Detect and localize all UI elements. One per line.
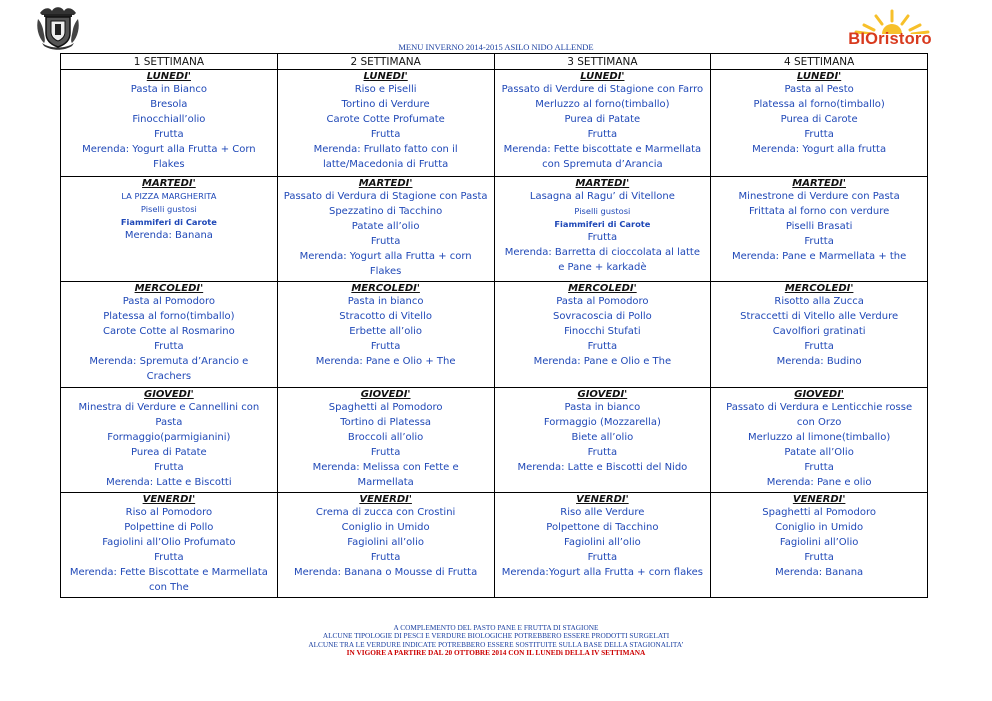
menu-cell [277, 388, 494, 493]
menu-item: Frutta [587, 340, 618, 352]
menu-item: Polpettine di Pollo [124, 521, 214, 533]
menu-item: Merenda: Banana [124, 230, 213, 241]
menu-item: Carote Cotte al Rosmarino [102, 325, 235, 337]
menu-item: Risotto alla Zucca [774, 296, 864, 307]
menu-item: Pasta al Pomodoro [556, 296, 649, 307]
menu-item: Frutta [587, 446, 618, 458]
menu-item: Frittata al forno con verdure [748, 205, 890, 217]
menu-item: Sovracoscia di Pollo [552, 310, 652, 322]
menu-item: Bresola [150, 98, 188, 110]
validity-notice: IN VIGORE A PARTIRE DAL 20 OTTOBRE 2014 CON IL LUNEDì DELLA IV SETTIMANA [346, 648, 646, 658]
week-header-row [61, 54, 928, 70]
menu-item: Merenda: Fette biscottate e Marmellata [503, 143, 702, 155]
menu-item: Pasta al Pomodoro [122, 296, 216, 307]
day-heading: VENERDI' [576, 494, 629, 505]
menu-item: Piselli gustosi [140, 204, 197, 214]
menu-item: e Pane + karkadè [558, 261, 647, 273]
menu-item: Piselli Brasati [785, 220, 853, 232]
menu-item: Finocchi Stufati [564, 325, 641, 337]
menu-item: Pasta in Bianco [130, 84, 207, 95]
menu-item: Frutta [587, 551, 618, 563]
menu-item: Frutta [804, 128, 834, 140]
menu-item: Merenda: Banana o Mousse di Frutta [294, 566, 478, 578]
menu-item: Fiammiferi di Carote [120, 217, 217, 227]
logo-wordmark: BIOristoro [848, 30, 932, 48]
day-row [61, 388, 928, 493]
menu-item: Platessa al forno(timballo) [103, 310, 235, 322]
menu-item: Marmellata [357, 476, 414, 488]
menu-item: Riso alle Verdure [560, 507, 645, 518]
menu-item: Frutta [154, 340, 184, 352]
menu-item: Frutta [804, 461, 834, 473]
menu-cell [494, 493, 711, 598]
day-heading: GIOVEDI' [577, 389, 628, 400]
week-header: 2 SETTIMANA [277, 54, 494, 70]
menu-item: Spezzatino di Tacchino [328, 205, 443, 217]
menu-item: Merenda: Yogurt alla frutta [752, 143, 887, 155]
day-heading: MARTEDI' [142, 178, 196, 189]
week-header: 3 SETTIMANA [494, 54, 711, 70]
menu-cell [711, 282, 928, 388]
menu-item: Pasta in bianco [347, 296, 424, 307]
menu-item: Tortino di Platessa [340, 416, 432, 428]
menu-item: Merenda: Frullato fatto con il [313, 143, 458, 155]
menu-cell [711, 177, 928, 282]
menu-item: LA PIZZA MARGHERITA [121, 191, 217, 201]
menu-item: Platessa al forno(timballo) [753, 98, 885, 110]
menu-item: con Orzo [796, 416, 842, 428]
menu-cell [711, 70, 928, 177]
menu-item: Merluzzo al forno(timballo) [535, 98, 670, 110]
menu-item: Frutta [154, 128, 184, 140]
menu-item: Patate all’Olio [784, 446, 854, 458]
menu-item: Merenda: Fette Biscottate e Marmellata [69, 566, 268, 578]
menu-cell [494, 388, 711, 493]
menu-item: Frutta [804, 340, 834, 352]
menu-cell [61, 388, 278, 493]
menu-item: Merenda: Pane e Olio e The [533, 355, 672, 367]
menu-item: Crema di zucca con Crostini [315, 507, 456, 518]
menu-item: Piselli gustosi [574, 205, 631, 216]
menu-item: Frutta [370, 128, 401, 140]
menu-cell [494, 70, 711, 177]
day-row [61, 70, 928, 177]
menu-cell [711, 493, 928, 598]
menu-cell [61, 177, 278, 282]
menu-item: Formaggio(parmigianini) [107, 431, 231, 443]
menu-item: Frutta [370, 551, 401, 563]
menu-item: Patate all’olio [351, 220, 420, 232]
menu-item: Fagiolini all’Olio Profumato [102, 536, 236, 548]
page-title: MENU INVERNO 2014-2015 ASILO NIDO ALLENDE [398, 42, 594, 52]
footer-note: ALCUNE TIPOLOGIE DI PESCI E VERDURE BIOLOGICHE POTREBBERO ESSERE PRODOTTI SURGELATI [322, 631, 670, 641]
menu-cell [711, 388, 928, 493]
day-heading: MERCOLEDI' [568, 283, 637, 294]
menu-item: Merenda: Melissa con Fette e [312, 461, 459, 473]
day-row [61, 282, 928, 388]
menu-item: Merenda: Pane e Marmellata + the [731, 250, 907, 262]
menu-item: Coniglio in Umido [341, 521, 430, 533]
menu-item: Merluzzo al limone(timballo) [748, 431, 891, 443]
menu-table [60, 53, 928, 598]
day-heading: GIOVEDI' [794, 389, 844, 400]
menu-cell [61, 493, 278, 598]
menu-item: Merenda: Latte e Biscotti del Nido [517, 461, 688, 473]
menu-item: Cavolfiori gratinati [772, 325, 866, 337]
menu-item: Merenda: Spremuta d’Arancio e [89, 355, 249, 367]
menu-item: Frutta [370, 446, 401, 458]
menu-item: Straccetti di Vitello alle Verdure [740, 310, 899, 322]
menu-item: Merenda: Budino [776, 355, 862, 367]
menu-item: Riso al Pomodoro [125, 507, 213, 518]
day-row [61, 177, 928, 282]
menu-item: Merenda: Banana [775, 566, 864, 578]
week-header: 1 SETTIMANA [61, 54, 278, 70]
day-heading: MARTEDI' [575, 178, 630, 189]
menu-item: Stracotto di Vitello [339, 310, 432, 322]
menu-item: Fagiolini all’Olio [779, 536, 859, 548]
menu-item: Spaghetti al Pomodoro [328, 402, 443, 413]
menu-item: Frutta [804, 551, 834, 563]
day-heading: MARTEDI' [792, 178, 846, 189]
day-heading: VENERDI' [142, 494, 196, 505]
day-heading: LUNEDI' [797, 71, 842, 82]
day-heading: LUNEDI' [580, 71, 625, 82]
menu-item: Merenda: Yogurt alla Frutta + Corn [82, 143, 256, 155]
menu-item: Merenda: Pane e olio [766, 476, 872, 488]
menu-item: Purea di Patate [131, 446, 207, 458]
menu-item: Flakes [369, 265, 402, 277]
menu-item: Merenda: Pane e Olio + The [315, 355, 456, 367]
menu-item: Flakes [153, 158, 185, 170]
menu-item: Frutta [370, 340, 401, 352]
menu-cell [277, 177, 494, 282]
footer-notes [0, 624, 992, 658]
menu-item: Passato di Verdure di Stagione con Farro [501, 84, 704, 95]
day-heading: MERCOLEDI' [784, 283, 854, 294]
menu-item: Carote Cotte Profumate [326, 113, 445, 125]
menu-item: Coniglio in Umido [775, 521, 864, 533]
menu-item: Biete all’olio [571, 431, 634, 443]
menu-item: Frutta [154, 551, 184, 563]
menu-cell [61, 282, 278, 388]
menu-item: Passato di Verdura e Lenticchie rosse [726, 402, 913, 413]
menu-cell [494, 282, 711, 388]
menu-item: Frutta [370, 235, 401, 247]
menu-item: Minestra di Verdure e Cannellini con [78, 402, 260, 413]
menu-item: con The [149, 581, 189, 593]
menu-cell [277, 493, 494, 598]
menu-item: Tortino di Verdure [341, 98, 430, 110]
menu-item: Pasta al Pesto [784, 84, 854, 95]
menu-item: Erbette all’olio [349, 325, 422, 337]
menu-cell [61, 70, 278, 177]
menu-item: Spaghetti al Pomodoro [762, 507, 876, 518]
menu-item: Purea di Patate [564, 113, 641, 125]
menu-item: Formaggio (Mozzarella) [543, 416, 661, 428]
week-header: 4 SETTIMANA [711, 54, 928, 70]
menu-item: Fagiolini all’olio [347, 536, 424, 548]
menu-item: Lasagna al Ragu’ di Vitellone [529, 191, 675, 202]
menu-item: Broccoli all’olio [347, 431, 424, 443]
menu-item: Merenda: Latte e Biscotti [106, 476, 232, 488]
menu-item: Frutta [587, 128, 618, 140]
menu-item: con Spremuta d’Arancia [542, 158, 663, 170]
footer-note: A COMPLEMENTO DEL PASTO PANE E FRUTTA DI STAGIONE [393, 623, 599, 632]
menu-item: Crachers [146, 370, 192, 382]
day-heading: GIOVEDI' [144, 389, 194, 400]
day-heading: LUNEDI' [146, 71, 191, 82]
day-heading: LUNEDI' [363, 71, 408, 82]
menu-item: Polpettone di Tacchino [546, 521, 659, 533]
menu-item: Fagiolini all’olio [564, 536, 641, 548]
menu-item: Merenda: Barretta di cioccolata al latte [504, 246, 700, 258]
menu-item: Merenda: Yogurt alla Frutta + corn [299, 250, 472, 262]
day-heading: VENERDI' [792, 494, 846, 505]
menu-item: Minestrone di Verdure con Pasta [738, 191, 900, 202]
menu-item: latte/Macedonia di Frutta [322, 158, 449, 170]
menu-item: Fiammiferi di Carote [554, 218, 651, 229]
day-heading: MERCOLEDI' [134, 283, 204, 294]
day-row [61, 493, 928, 598]
menu-item: Pasta in bianco [564, 402, 641, 413]
menu-item: Frutta [587, 231, 618, 243]
day-heading: VENERDI' [359, 494, 412, 505]
menu-item: Riso e Piselli [354, 84, 417, 95]
footer-note: ALCUNE TRA LE VERDURE INDICATE POTREBBERO ESSERE SOSTITUITE SULLA BASE DELLA STAGIONALITA’ [308, 639, 684, 649]
menu-cell [277, 70, 494, 177]
menu-item: Frutta [804, 235, 834, 247]
menu-item: Merenda:Yogurt alla Frutta + corn flakes [501, 566, 703, 578]
menu-item: Finocchiall’olio [132, 113, 206, 125]
day-heading: GIOVEDI' [360, 389, 411, 400]
menu-item: Purea di Carote [780, 113, 858, 125]
menu-cell [277, 282, 494, 388]
menu-cell [494, 177, 711, 282]
menu-item: Passato di Verdura di Stagione con Pasta [283, 191, 488, 202]
menu-item: Frutta [154, 461, 184, 473]
day-heading: MERCOLEDI' [351, 283, 420, 294]
menu-item: Pasta [155, 416, 183, 428]
day-heading: MARTEDI' [358, 178, 413, 189]
menu-body [61, 70, 928, 598]
